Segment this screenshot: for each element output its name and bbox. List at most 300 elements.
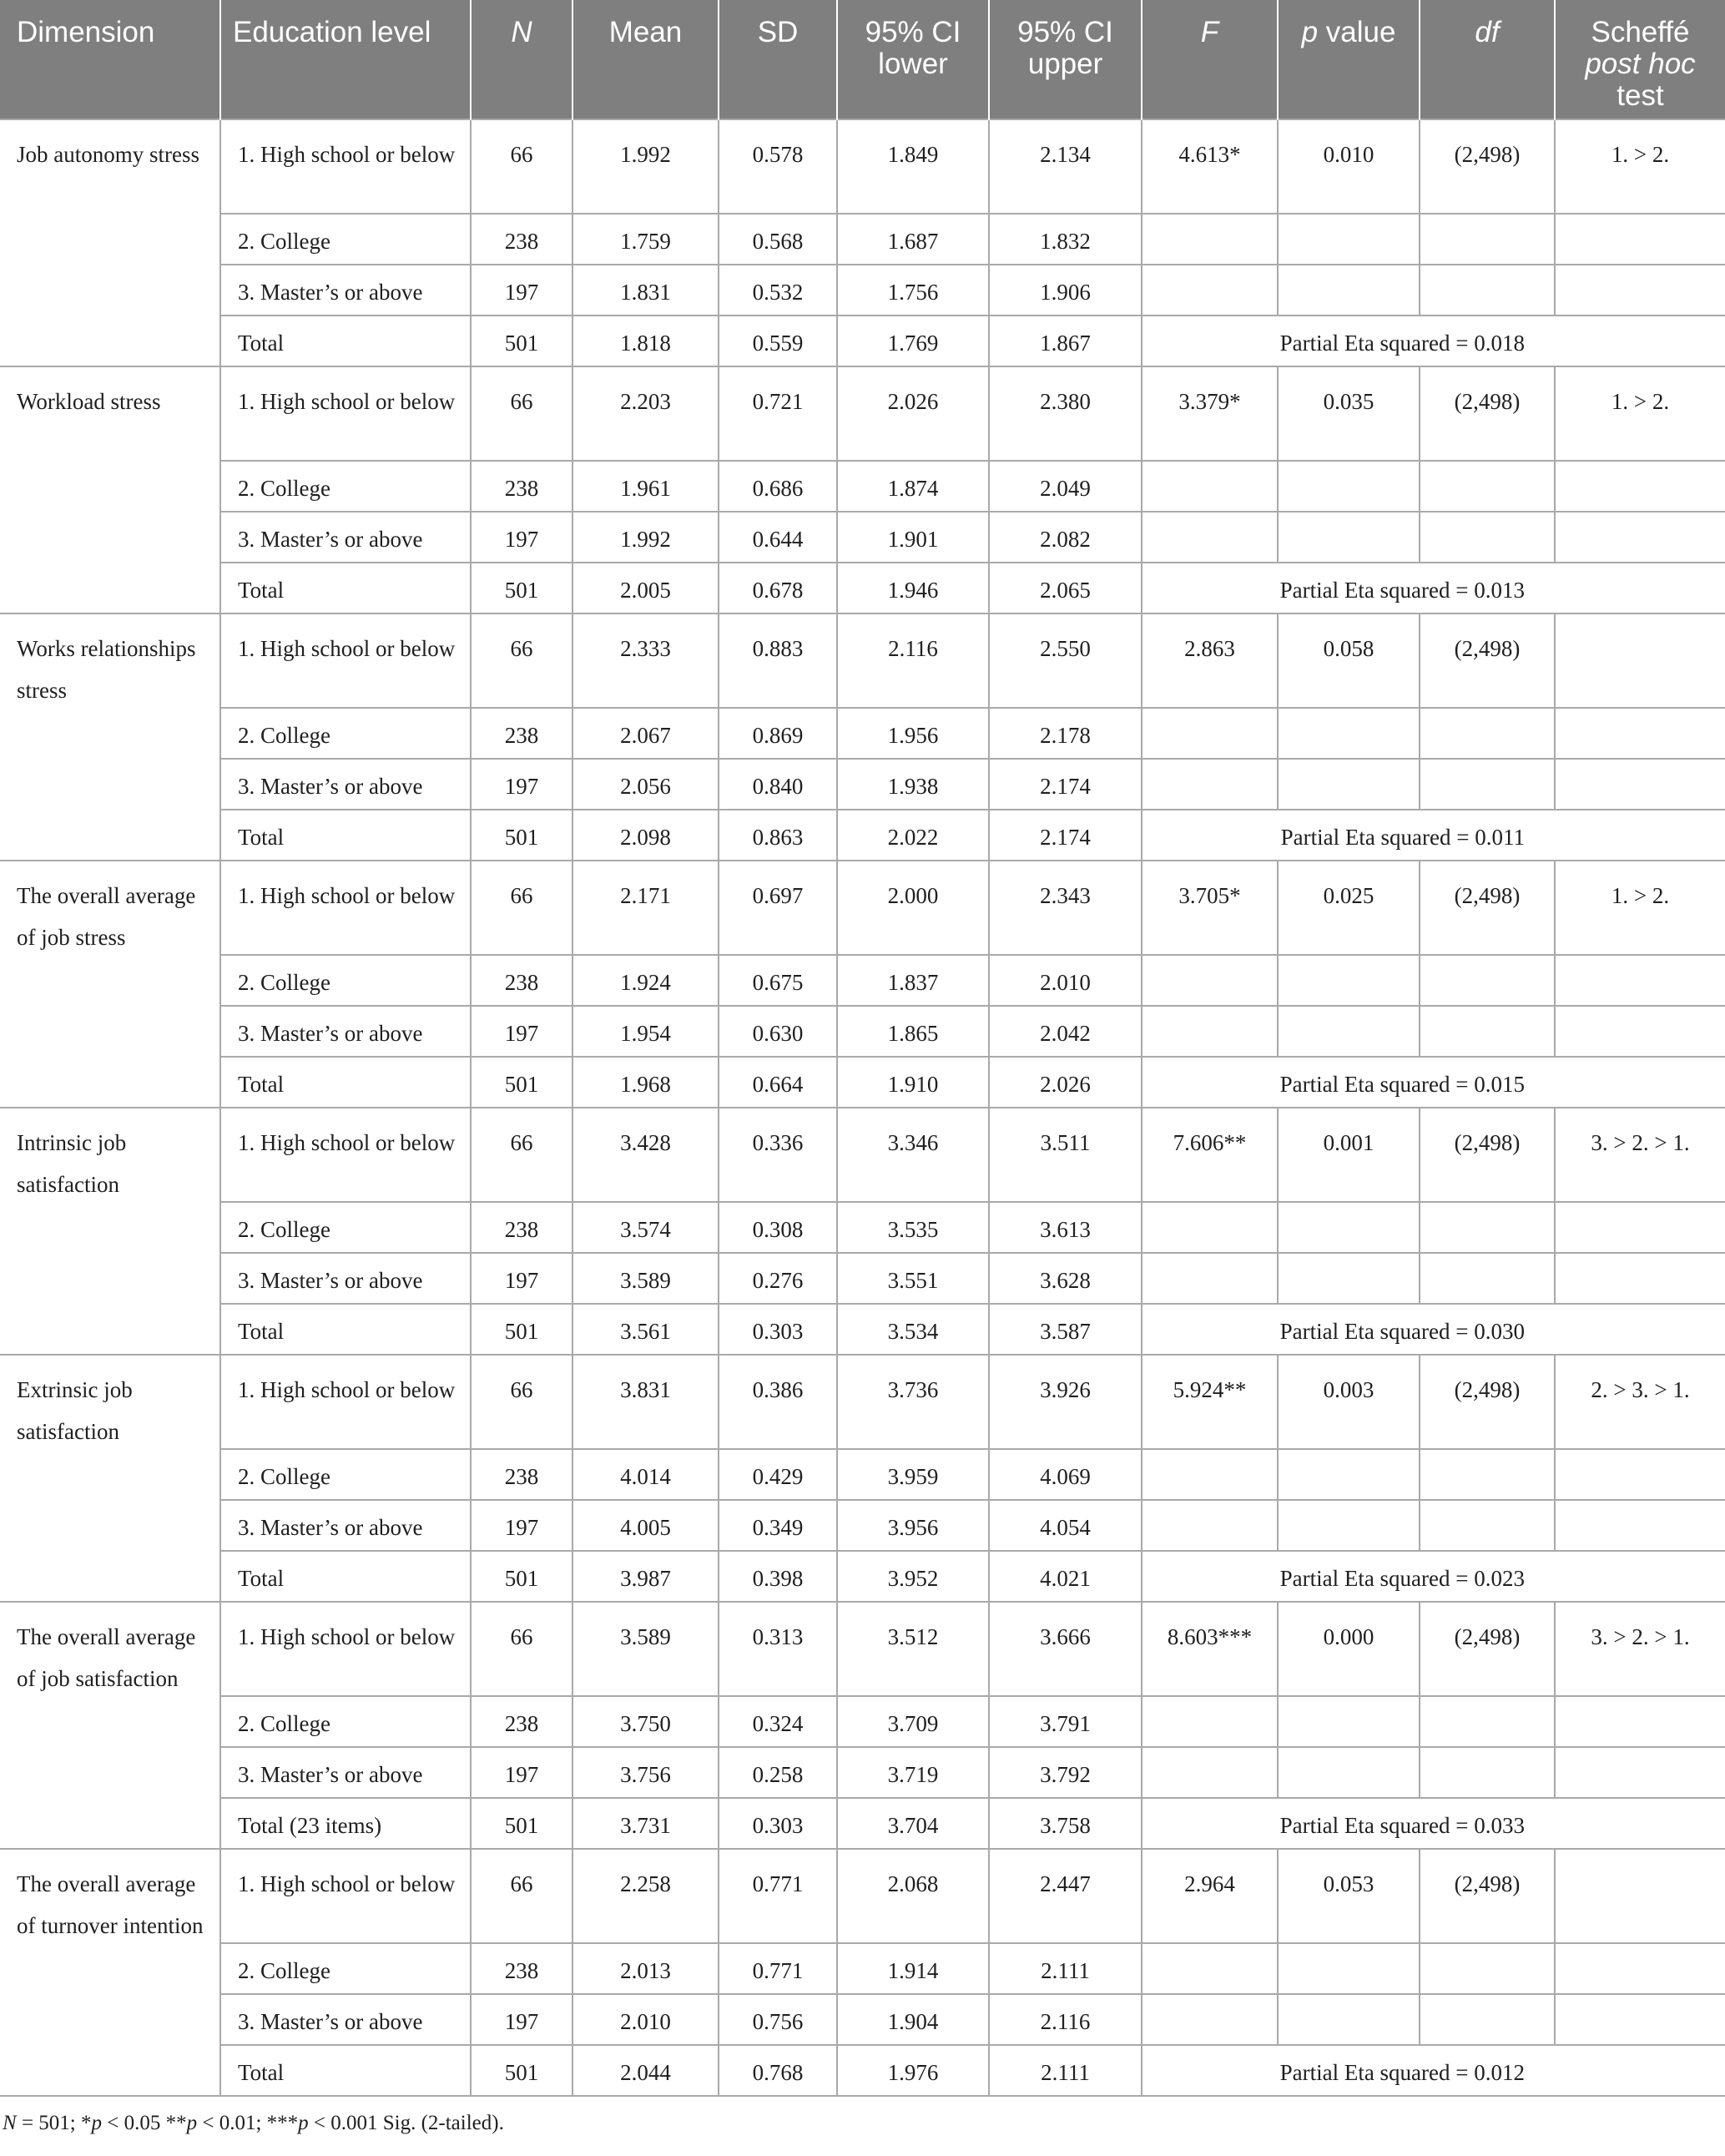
ci-upper-cell: 3.758: [989, 1798, 1142, 1849]
mean-cell: 2.056: [572, 759, 719, 810]
f-cell: 5.924**: [1142, 1355, 1278, 1449]
education-level-cell: [220, 1304, 471, 1355]
ci-upper-cell: 4.069: [989, 1449, 1142, 1500]
ci-upper-cell: 2.010: [989, 955, 1142, 1006]
ci-lower-cell: 1.837: [837, 955, 989, 1006]
n-cell: 197: [471, 1006, 572, 1057]
education-level-text: Total: [238, 1072, 285, 1097]
education-level-cell: [220, 1747, 471, 1798]
education-level-cell: [220, 1849, 471, 1943]
sd-cell: 0.697: [719, 861, 837, 955]
ci-upper-cell: 1.832: [989, 214, 1142, 265]
ci-lower-cell: 1.901: [837, 512, 989, 563]
ci-lower-cell: 3.512: [837, 1602, 989, 1696]
ci-upper-cell: 3.628: [989, 1253, 1142, 1304]
ci-lower-cell: 1.976: [837, 2045, 989, 2096]
p-value-cell: [1278, 955, 1420, 1006]
table-row: [0, 1006, 1725, 1057]
n-cell: 66: [471, 1602, 572, 1696]
n-cell: 197: [471, 759, 572, 810]
f-cell: 4.613*: [1142, 119, 1278, 214]
scheffe-cell: [1555, 1006, 1725, 1057]
header-p-value: [1278, 0, 1420, 119]
p-value-cell: [1278, 1696, 1420, 1747]
dimension-cell: Workload stress: [0, 366, 220, 613]
df-cell: [1420, 759, 1555, 810]
p-value-cell: [1278, 1747, 1420, 1798]
ci-lower-cell: 1.874: [837, 461, 989, 512]
education-level-text: 2. College: [238, 1464, 330, 1489]
table-row: [0, 1500, 1725, 1551]
scheffe-cell: 1. > 2.: [1555, 119, 1725, 214]
ci-upper-cell: 4.054: [989, 1500, 1142, 1551]
sd-cell: 0.756: [719, 1994, 837, 2045]
education-level-text: 3. Master’s or above: [238, 280, 423, 305]
ci-lower-cell: 3.709: [837, 1696, 989, 1747]
partial-eta-cell: Partial Eta squared = 0.012: [1142, 2045, 1725, 2096]
header-f-text: F: [1200, 16, 1219, 48]
ci-lower-cell: 1.904: [837, 1994, 989, 2045]
header-p-italic: p: [1301, 16, 1319, 48]
n-cell: 66: [471, 1355, 572, 1449]
p-value-cell: [1278, 1500, 1420, 1551]
f-cell: [1142, 1943, 1278, 1994]
n-cell: 197: [471, 1747, 572, 1798]
header-df-text: df: [1475, 16, 1500, 48]
education-level-cell: [220, 1108, 471, 1202]
education-level-cell: [220, 1449, 471, 1500]
f-cell: [1142, 1747, 1278, 1798]
df-cell: [1420, 1696, 1555, 1747]
ci-lower-cell: 3.952: [837, 1551, 989, 1602]
mean-cell: 2.333: [572, 613, 719, 708]
mean-cell: 2.013: [572, 1943, 719, 1994]
p-value-cell: [1278, 1253, 1420, 1304]
education-level-cell: [220, 1500, 471, 1551]
table-row: [0, 366, 1725, 461]
f-cell: 2.964: [1142, 1849, 1278, 1943]
mean-cell: 3.731: [572, 1798, 719, 1849]
education-level-text: 2. College: [238, 1711, 330, 1736]
education-level-text: 2. College: [238, 1217, 330, 1242]
p-value-cell: [1278, 1202, 1420, 1253]
ci-upper-cell: 3.792: [989, 1747, 1142, 1798]
sd-cell: 0.675: [719, 955, 837, 1006]
education-level-text: 2. College: [238, 723, 330, 748]
education-level-text: 1. High school or below: [238, 1377, 456, 1402]
sd-cell: 0.303: [719, 1798, 837, 1849]
ci-upper-cell: 2.111: [989, 1943, 1142, 1994]
scheffe-cell: [1555, 1696, 1725, 1747]
f-cell: [1142, 955, 1278, 1006]
mean-cell: 4.005: [572, 1500, 719, 1551]
ci-upper-cell: 2.174: [989, 810, 1142, 861]
df-cell: (2,498): [1420, 119, 1555, 214]
ci-upper-cell: 1.867: [989, 316, 1142, 366]
education-level-cell: [220, 316, 471, 366]
dimension-cell: The overall average of turnover intention: [0, 1849, 220, 2096]
ci-upper-cell: 2.380: [989, 366, 1142, 461]
n-cell: 66: [471, 1849, 572, 1943]
mean-cell: 3.756: [572, 1747, 719, 1798]
f-cell: [1142, 512, 1278, 563]
ci-lower-cell: 3.956: [837, 1500, 989, 1551]
scheffe-cell: [1555, 955, 1725, 1006]
education-level-cell: [220, 1355, 471, 1449]
education-level-cell: [220, 1253, 471, 1304]
table-row: [0, 1253, 1725, 1304]
ci-lower-cell: 2.026: [837, 366, 989, 461]
table-row: [0, 119, 1725, 214]
sd-cell: 0.258: [719, 1747, 837, 1798]
education-level-cell: [220, 759, 471, 810]
scheffe-cell: [1555, 613, 1725, 708]
partial-eta-cell: Partial Eta squared = 0.033: [1142, 1798, 1725, 1849]
ci-upper-cell: 1.906: [989, 265, 1142, 316]
ci-lower-cell: 2.068: [837, 1849, 989, 1943]
table-row: [0, 2045, 1725, 2096]
education-level-cell: [220, 1551, 471, 1602]
p-value-cell: 0.000: [1278, 1602, 1420, 1696]
partial-eta-cell: Partial Eta squared = 0.013: [1142, 563, 1725, 613]
df-cell: (2,498): [1420, 1355, 1555, 1449]
education-level-text: 3. Master’s or above: [238, 1268, 423, 1293]
header-f: [1142, 0, 1278, 119]
ci-lower-cell: 2.116: [837, 613, 989, 708]
ci-upper-cell: 2.116: [989, 1994, 1142, 2045]
p-value-cell: [1278, 512, 1420, 563]
education-level-text: 3. Master’s or above: [238, 774, 423, 799]
education-level-text: 1. High school or below: [238, 1130, 456, 1155]
header-scheffe-3: test: [1617, 79, 1664, 112]
n-cell: 238: [471, 461, 572, 512]
mean-cell: 1.992: [572, 512, 719, 563]
sd-cell: 0.768: [719, 2045, 837, 2096]
sd-cell: 0.578: [719, 119, 837, 214]
p-value-cell: 0.025: [1278, 861, 1420, 955]
n-cell: 501: [471, 1304, 572, 1355]
n-cell: 238: [471, 214, 572, 265]
sd-cell: 0.349: [719, 1500, 837, 1551]
p-value-cell: 0.010: [1278, 119, 1420, 214]
education-level-text: 3. Master’s or above: [238, 527, 423, 552]
dimension-cell: Intrinsic job satisfaction: [0, 1108, 220, 1355]
table-row: [0, 1108, 1725, 1202]
education-level-cell: [220, 810, 471, 861]
mean-cell: 2.010: [572, 1994, 719, 2045]
n-cell: 238: [471, 1696, 572, 1747]
ci-upper-cell: 2.343: [989, 861, 1142, 955]
header-sd: SD: [719, 0, 837, 119]
table-row: [0, 1849, 1725, 1943]
sd-cell: 0.313: [719, 1602, 837, 1696]
p-value-cell: [1278, 759, 1420, 810]
table-row: [0, 265, 1725, 316]
education-level-cell: [220, 214, 471, 265]
p-value-cell: [1278, 1994, 1420, 2045]
p-value-cell: [1278, 1449, 1420, 1500]
mean-cell: 1.831: [572, 265, 719, 316]
table-row: [0, 861, 1725, 955]
df-cell: (2,498): [1420, 861, 1555, 955]
table-row: [0, 708, 1725, 759]
sd-cell: 0.336: [719, 1108, 837, 1202]
education-level-cell: [220, 563, 471, 613]
education-level-text: Total: [238, 1566, 285, 1591]
partial-eta-cell: Partial Eta squared = 0.015: [1142, 1057, 1725, 1108]
partial-eta-cell: Partial Eta squared = 0.018: [1142, 316, 1725, 366]
header-mean: Mean: [572, 0, 719, 119]
education-level-text: 1. High school or below: [238, 1624, 456, 1649]
education-level-text: 3. Master’s or above: [238, 1021, 423, 1046]
table-row: [0, 1943, 1725, 1994]
scheffe-cell: [1555, 512, 1725, 563]
header-education-level: Education level: [220, 0, 471, 119]
df-cell: (2,498): [1420, 613, 1555, 708]
ci-upper-cell: 3.511: [989, 1108, 1142, 1202]
mean-cell: 1.954: [572, 1006, 719, 1057]
f-cell: 8.603***: [1142, 1602, 1278, 1696]
n-cell: 197: [471, 1994, 572, 2045]
header-p-rest: value: [1318, 16, 1396, 48]
df-cell: [1420, 1202, 1555, 1253]
education-level-text: 3. Master’s or above: [238, 1762, 423, 1787]
ci-upper-cell: 3.791: [989, 1696, 1142, 1747]
mean-cell: 1.961: [572, 461, 719, 512]
n-cell: 66: [471, 861, 572, 955]
table-row: [0, 613, 1725, 708]
note-p3: p: [298, 2112, 309, 2134]
n-cell: 197: [471, 1500, 572, 1551]
mean-cell: 1.924: [572, 955, 719, 1006]
mean-cell: 3.987: [572, 1551, 719, 1602]
header-n-text: N: [511, 16, 532, 48]
n-cell: 501: [471, 316, 572, 366]
table-row: [0, 1202, 1725, 1253]
education-level-text: Total: [238, 825, 285, 850]
education-level-cell: [220, 1602, 471, 1696]
p-value-cell: 0.058: [1278, 613, 1420, 708]
header-scheffe: [1555, 0, 1725, 119]
df-cell: [1420, 1253, 1555, 1304]
n-cell: 197: [471, 512, 572, 563]
education-level-text: 1. High school or below: [238, 1871, 456, 1896]
table-body: [0, 119, 1725, 2096]
sd-cell: 0.869: [719, 708, 837, 759]
mean-cell: 2.098: [572, 810, 719, 861]
sd-cell: 0.771: [719, 1943, 837, 1994]
table-row: [0, 1057, 1725, 1108]
note-text-3: < 0.01; ***: [197, 2112, 299, 2134]
education-level-text: 3. Master’s or above: [238, 1515, 423, 1540]
ci-lower-cell: 3.736: [837, 1355, 989, 1449]
scheffe-cell: 1. > 2.: [1555, 366, 1725, 461]
education-level-text: Total (23 items): [238, 1813, 382, 1838]
ci-upper-cell: 3.666: [989, 1602, 1142, 1696]
sd-cell: 0.664: [719, 1057, 837, 1108]
table-row: [0, 563, 1725, 613]
table-row: [0, 1994, 1725, 2045]
f-cell: 3.705*: [1142, 861, 1278, 955]
education-level-cell: [220, 2045, 471, 2096]
table-footnote: [3, 2112, 504, 2135]
ci-lower-cell: 1.938: [837, 759, 989, 810]
header-ci-lower: 95% CI lower: [837, 0, 989, 119]
education-level-text: 1. High school or below: [238, 389, 456, 414]
p-value-cell: [1278, 708, 1420, 759]
scheffe-cell: [1555, 1202, 1725, 1253]
df-cell: [1420, 1943, 1555, 1994]
education-level-cell: [220, 1994, 471, 2045]
n-cell: 501: [471, 1551, 572, 1602]
partial-eta-cell: Partial Eta squared = 0.023: [1142, 1551, 1725, 1602]
sd-cell: 0.771: [719, 1849, 837, 1943]
education-level-text: 1. High school or below: [238, 142, 456, 167]
education-level-cell: [220, 861, 471, 955]
ci-upper-cell: 2.026: [989, 1057, 1142, 1108]
sd-cell: 0.398: [719, 1551, 837, 1602]
table-row: [0, 316, 1725, 366]
scheffe-cell: [1555, 1994, 1725, 2045]
df-cell: [1420, 512, 1555, 563]
education-level-cell: [220, 119, 471, 214]
education-level-text: 3. Master’s or above: [238, 2009, 423, 2034]
scheffe-cell: [1555, 1500, 1725, 1551]
education-level-cell: [220, 613, 471, 708]
n-cell: 501: [471, 810, 572, 861]
scheffe-cell: [1555, 1849, 1725, 1943]
header-n: [471, 0, 572, 119]
table-row: [0, 1798, 1725, 1849]
sd-cell: 0.863: [719, 810, 837, 861]
education-level-cell: [220, 955, 471, 1006]
p-value-cell: 0.001: [1278, 1108, 1420, 1202]
table-row: [0, 1449, 1725, 1500]
f-cell: 2.863: [1142, 613, 1278, 708]
sd-cell: 0.630: [719, 1006, 837, 1057]
mean-cell: 2.067: [572, 708, 719, 759]
df-cell: [1420, 1449, 1555, 1500]
table-row: [0, 955, 1725, 1006]
sd-cell: 0.840: [719, 759, 837, 810]
f-cell: [1142, 1994, 1278, 2045]
n-cell: 66: [471, 1108, 572, 1202]
partial-eta-cell: Partial Eta squared = 0.030: [1142, 1304, 1725, 1355]
mean-cell: 2.044: [572, 2045, 719, 2096]
note-text-4: < 0.001 Sig. (2-tailed).: [308, 2112, 504, 2134]
df-cell: [1420, 1747, 1555, 1798]
scheffe-cell: [1555, 214, 1725, 265]
f-cell: 7.606**: [1142, 1108, 1278, 1202]
sd-cell: 0.568: [719, 214, 837, 265]
table-row: [0, 461, 1725, 512]
table-row: [0, 759, 1725, 810]
f-cell: [1142, 1500, 1278, 1551]
df-cell: [1420, 461, 1555, 512]
table-row: [0, 1355, 1725, 1449]
education-level-cell: [220, 265, 471, 316]
f-cell: [1142, 1449, 1278, 1500]
header-dimension: Dimension: [0, 0, 220, 119]
f-cell: [1142, 461, 1278, 512]
sd-cell: 0.644: [719, 512, 837, 563]
table-row: [0, 1602, 1725, 1696]
education-level-cell: [220, 708, 471, 759]
p-value-cell: [1278, 214, 1420, 265]
sd-cell: 0.303: [719, 1304, 837, 1355]
ci-lower-cell: 1.769: [837, 316, 989, 366]
sd-cell: 0.532: [719, 265, 837, 316]
header-scheffe-2: post hoc: [1585, 48, 1696, 80]
n-cell: 66: [471, 119, 572, 214]
header-ci-upper: 95% CI upper: [989, 0, 1142, 119]
f-cell: [1142, 214, 1278, 265]
mean-cell: 1.992: [572, 119, 719, 214]
mean-cell: 1.968: [572, 1057, 719, 1108]
scheffe-cell: 2. > 3. > 1.: [1555, 1355, 1725, 1449]
education-level-text: 2. College: [238, 476, 330, 501]
dimension-cell: Extrinsic job satisfaction: [0, 1355, 220, 1602]
table-row: [0, 1696, 1725, 1747]
mean-cell: 3.428: [572, 1108, 719, 1202]
scheffe-cell: [1555, 265, 1725, 316]
sd-cell: 0.721: [719, 366, 837, 461]
ci-lower-cell: 3.346: [837, 1108, 989, 1202]
sd-cell: 0.386: [719, 1355, 837, 1449]
education-level-cell: [220, 1057, 471, 1108]
education-level-text: Total: [238, 2060, 285, 2085]
education-level-text: Total: [238, 578, 285, 603]
n-cell: 501: [471, 2045, 572, 2096]
ci-lower-cell: 2.000: [837, 861, 989, 955]
df-cell: [1420, 708, 1555, 759]
education-level-text: Total: [238, 331, 285, 356]
p-value-cell: 0.035: [1278, 366, 1420, 461]
sd-cell: 0.276: [719, 1253, 837, 1304]
f-cell: [1142, 1202, 1278, 1253]
dimension-cell: The overall average of job stress: [0, 861, 220, 1108]
scheffe-cell: 3. > 2. > 1.: [1555, 1108, 1725, 1202]
mean-cell: 1.818: [572, 316, 719, 366]
scheffe-cell: [1555, 461, 1725, 512]
df-cell: [1420, 1006, 1555, 1057]
ci-lower-cell: 3.534: [837, 1304, 989, 1355]
df-cell: (2,498): [1420, 1108, 1555, 1202]
education-level-cell: [220, 1006, 471, 1057]
ci-upper-cell: 2.550: [989, 613, 1142, 708]
table-row: [0, 1747, 1725, 1798]
scheffe-cell: 3. > 2. > 1.: [1555, 1602, 1725, 1696]
ci-upper-cell: 2.111: [989, 2045, 1142, 2096]
f-cell: 3.379*: [1142, 366, 1278, 461]
ci-upper-cell: 3.587: [989, 1304, 1142, 1355]
scheffe-cell: 1. > 2.: [1555, 861, 1725, 955]
ci-upper-cell: 3.926: [989, 1355, 1142, 1449]
table-row: [0, 512, 1725, 563]
header-scheffe-1: Scheffé: [1591, 16, 1690, 48]
n-cell: 66: [471, 366, 572, 461]
mean-cell: 3.561: [572, 1304, 719, 1355]
sd-cell: 0.883: [719, 613, 837, 708]
ci-lower-cell: 2.022: [837, 810, 989, 861]
ci-lower-cell: 3.959: [837, 1449, 989, 1500]
n-cell: 238: [471, 708, 572, 759]
table-row: [0, 1304, 1725, 1355]
education-level-cell: [220, 512, 471, 563]
n-cell: 238: [471, 1202, 572, 1253]
f-cell: [1142, 265, 1278, 316]
p-value-cell: [1278, 461, 1420, 512]
